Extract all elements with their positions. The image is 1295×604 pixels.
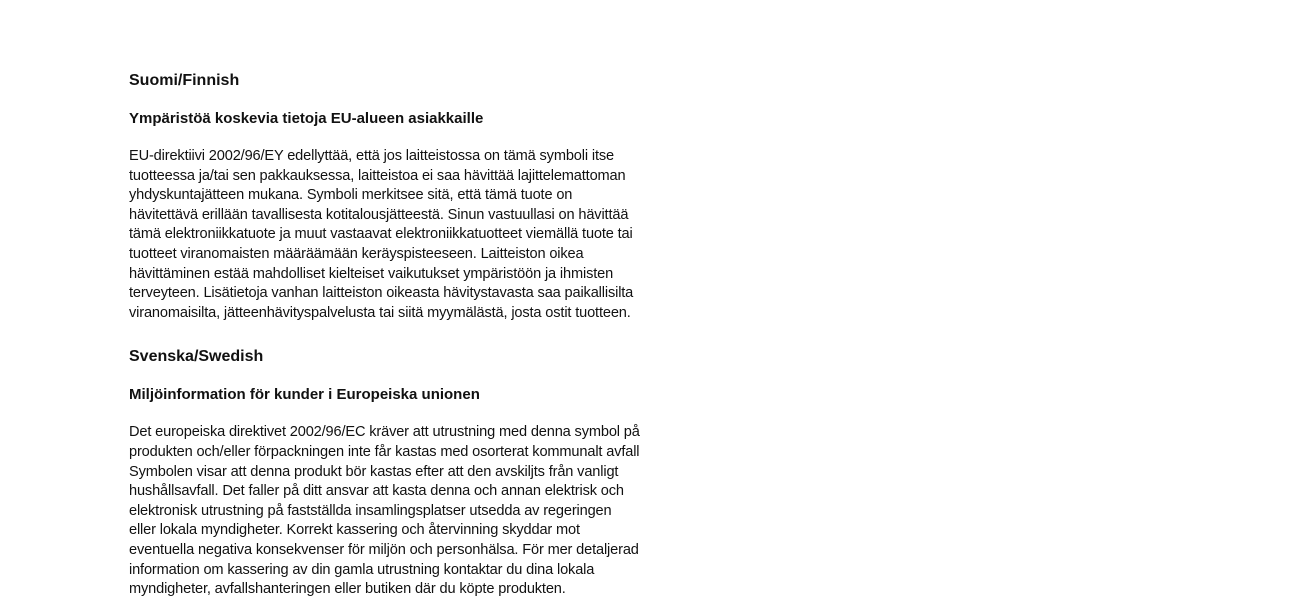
paragraph-line: hushållsavfall. Det faller på ditt ansvar att kasta denna och annan elektrisk och <box>129 483 624 500</box>
paragraph-line: Det europeiska direktivet 2002/96/EC kräver att utrustning med denna symbol på <box>129 424 640 441</box>
paragraph-line: Symbolen visar att denna produkt bör kastas efter att den avskiljts från vanligt <box>129 463 619 480</box>
paragraph-line: terveyteen. Lisätietoja vanhan laitteiston oikeasta hävitystavasta saa paikallisilta <box>129 285 634 302</box>
section-finnish <box>129 70 749 323</box>
paragraph-line: myndigheter, avfallshanteringen eller butiken där du köpte produkten. <box>129 581 566 598</box>
language-heading: Svenska/Swedish <box>129 348 264 366</box>
paragraph-line: EU-direktiivi 2002/96/EY edellyttää, että jos laitteistossa on tämä symboli itse <box>129 148 614 164</box>
paragraph-line: tuotteet viranomaisten määräämään keräyspisteeseen. Laitteiston oikea <box>129 245 584 262</box>
document-page <box>129 70 749 600</box>
paragraph-line: hävitettävä erillään tavallisesta kotitalousjätteestä. Sinun vastuullasi on hävittää <box>129 206 629 223</box>
paragraph-line: eventuella negativa konsekvenser för miljön och personhälsa. För mer detaljerad <box>129 541 639 558</box>
section-heading: Ympäristöä koskevia tietoja EU-alueen asiakkaille <box>129 110 484 127</box>
paragraph-line: elektronisk utrustning på fastställda insamlingsplatser utsedda av regeringen <box>129 502 612 519</box>
paragraph-line: viranomaisilta, jätteenhävityspalvelusta tai siitä myymälästä, josta ostit tuotteen. <box>129 304 631 321</box>
language-heading: Suomi/Finnish <box>129 72 240 89</box>
body-paragraph <box>129 147 749 323</box>
paragraph-line: tämä elektroniikkatuote ja muut vastaavat elektroniikkatuotteet viemällä tuote tai <box>129 226 633 243</box>
paragraph-line: hävittäminen estää mahdolliset kielteiset vaikutukset ympäristöön ja ihmisten <box>129 265 614 282</box>
paragraph-line: eller lokala myndigheter. Korrekt kassering och återvinning skyddar mot <box>129 522 580 539</box>
paragraph-line: yhdyskuntajätteen mukana. Symboli merkitsee sitä, että tämä tuote on <box>129 187 573 204</box>
section-swedish <box>129 346 749 599</box>
paragraph-line: tuotteessa ja/tai sen pakkauksessa, laitteistoa ei saa hävittää lajittelemattoman <box>129 167 626 184</box>
section-heading: Miljöinformation för kunder i Europeiska unionen <box>129 386 480 404</box>
paragraph-line: produkten och/eller förpackningen inte får kastas med osorterat kommunalt avfall <box>129 443 640 460</box>
paragraph-line: information om kassering av din gamla utrustning kontaktar du dina lokala <box>129 561 595 578</box>
body-paragraph <box>129 423 749 599</box>
